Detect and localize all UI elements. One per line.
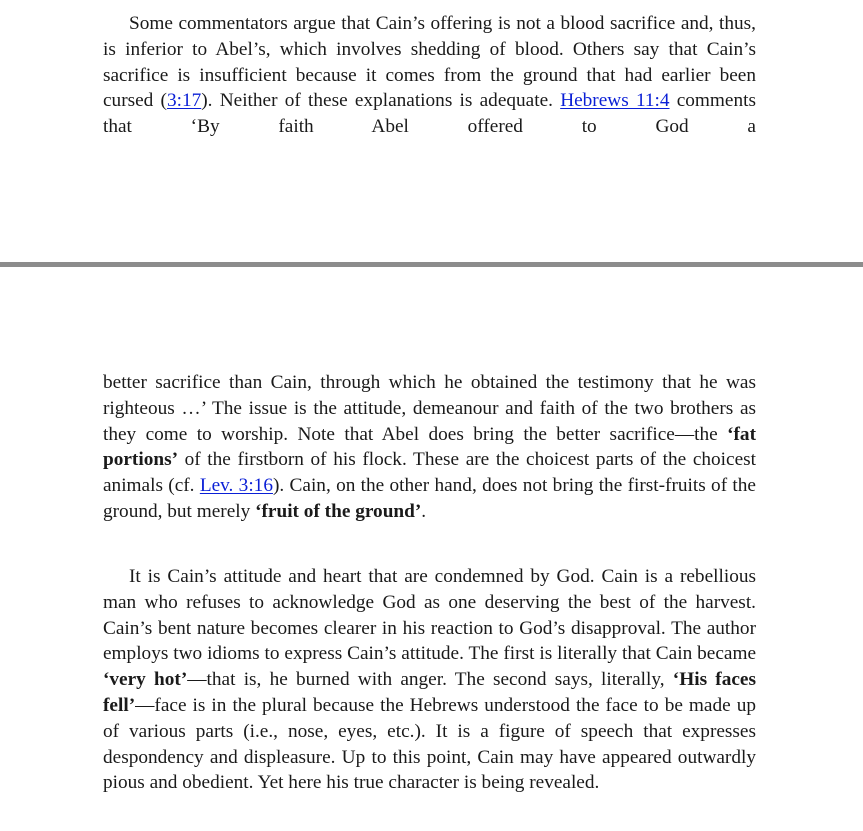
paragraph-text: of the firstborn of his flock. These are the choicest parts of the choicest animals (cf. — [103, 449, 756, 497]
scripture-link-lev-3-16[interactable]: Lev. 3:16 — [199, 475, 273, 497]
paragraph-text: ). Neither of these explanations is adequate. — [201, 90, 561, 112]
paragraph-text: comments that ‘By faith Abel offered to God a — [103, 90, 756, 138]
page-top — [0, 0, 863, 262]
scripture-link-3-17[interactable]: 3:17 — [166, 90, 202, 112]
paragraph-better-sacrifice — [103, 370, 756, 525]
paragraph-text: better sacrifice than Cain, through which he obtained the testimony that he was righteous …’ The issue is the attitude, demeanour and faith of the two brothers as they come to worship. Note that Abel does bring the better sacrifice—the — [103, 372, 756, 445]
paragraph-cain-attitude — [103, 564, 756, 796]
paragraph-text: —face is in the plural because the Hebrews understood the face to be made up of various parts (i.e., nose, eyes, etc.). It is a figure of speech that expresses despondency and displeasure. Up to this point, Cain may have appeared outwardly pious and obedient. Yet here his true character is being revealed. — [103, 694, 756, 794]
scripture-link-hebrews-11-4[interactable]: Hebrews 11:4 — [560, 90, 670, 112]
paragraph-text: Some commentators argue that Cain’s offering is not a blood sacrifice and, thus, is inferior to Abel’s, which involves shedding of blood. Others say that Cain’s sacrifice is insufficient because it comes from the ground that had earlier been cursed ( — [103, 13, 756, 112]
bold-phrase-very-hot: ‘very hot’ — [103, 669, 188, 691]
paragraph-text: —that is, he burned with anger. The second says, literally, — [187, 669, 673, 691]
bold-phrase-fat-portions: ‘fat portions’ — [103, 423, 756, 471]
paragraph-text: It is Cain’s attitude and heart that are condemned by God. Cain is a rebellious man who refuses to acknowledge God as one deserving the best of the harvest. Cain’s bent nature becomes clearer in his reaction to God’s disapproval. The author employs two idioms to express Cain’s attitude. The first is literally that Cain became — [103, 566, 756, 665]
paragraph-text: . — [421, 500, 427, 522]
paragraph-offering-explanations — [103, 11, 756, 140]
paragraph-text: ). Cain, on the other hand, does not bring the first-fruits of the ground, but merely — [103, 475, 756, 522]
bold-phrase-his-faces-fell: ‘His faces fell’ — [103, 669, 756, 716]
bold-phrase-fruit-of-the-ground: ‘fruit of the ground’ — [255, 500, 422, 522]
